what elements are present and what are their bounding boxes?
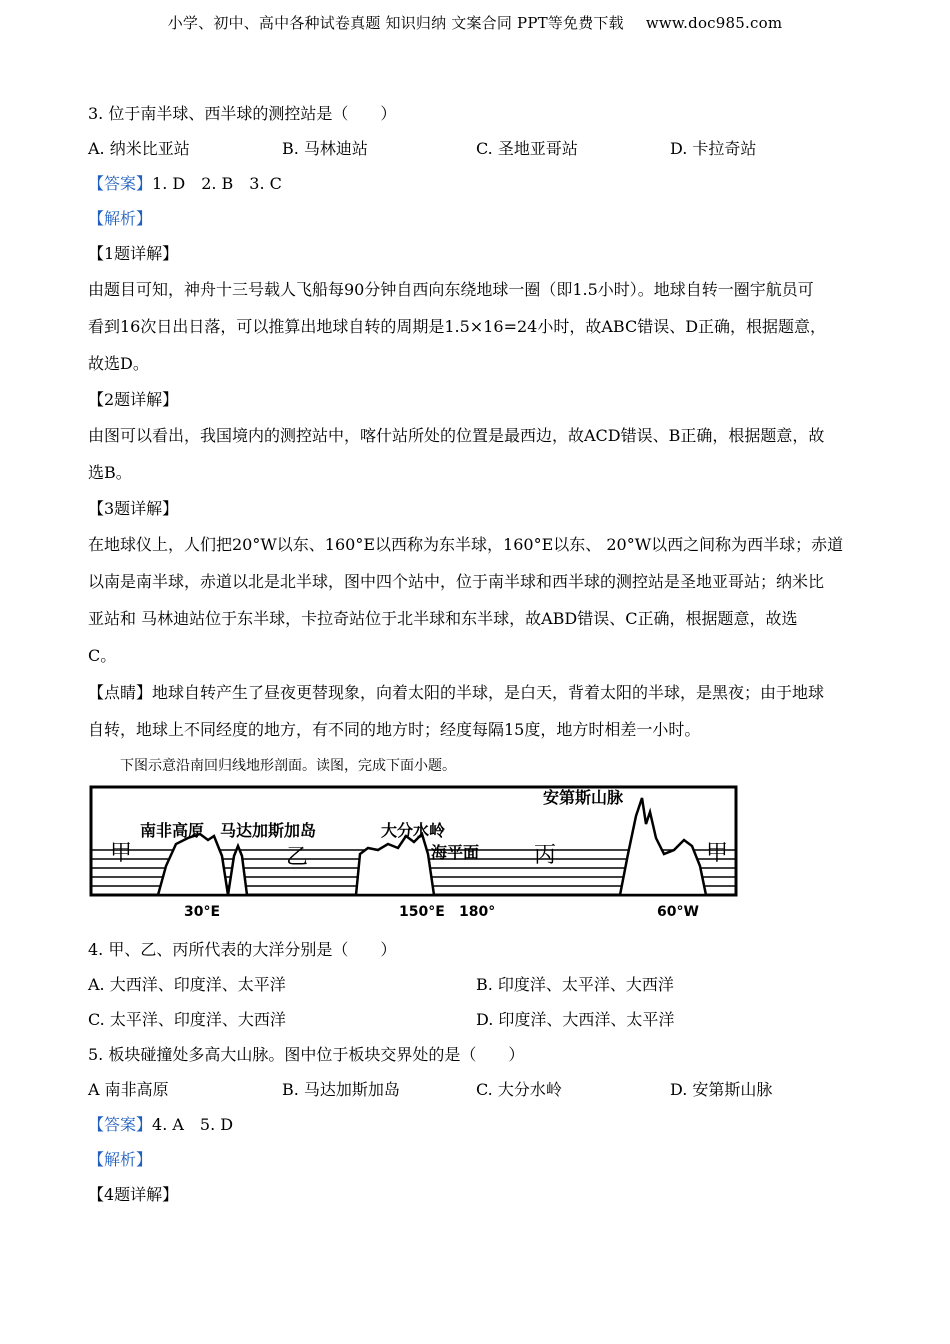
detail-2-title: 【2题详解】 [88, 390, 179, 409]
detail-3-title: 【3题详解】 [88, 499, 179, 518]
tip-line: 自转，地球上不同经度的地方，有不同的地方时；经度每隔15度，地方时相差一小时。 [88, 720, 701, 739]
q4-options-row-2 [88, 1002, 878, 1037]
label-ocean-jia-left: 甲 [110, 841, 133, 866]
detail-3-line: 亚站和 马林迪站位于东半球，卡拉奇站位于北半球和东半球，故ABD错误、C正确，根据题意，故选 [88, 609, 798, 628]
detail-3-text [88, 526, 878, 674]
q4-options-row-1 [88, 967, 878, 1002]
answer-tag: 【答案】 [88, 1115, 153, 1134]
detail-1-title: 【1题详解】 [88, 244, 179, 263]
q3-option-b: B. 马林迪站 [282, 139, 368, 158]
answer-4-5 [88, 1107, 878, 1142]
answer-text: 1. D 2. B 3. C [152, 174, 282, 193]
document-body [88, 96, 878, 1212]
analysis-tag: 【解析】 [88, 1150, 153, 1169]
q3-option-c: C. 圣地亚哥站 [476, 139, 578, 158]
header-text: 小学、初中、高中各种试卷真题 知识归纳 文案合同 PPT等免费下载 [167, 14, 624, 32]
tick-180: 180° [459, 904, 496, 920]
q3-option-d: D. 卡拉奇站 [670, 139, 757, 158]
tick-150e: 150°E [399, 904, 445, 920]
q5-option-c: C. 大分水岭 [476, 1080, 562, 1099]
terrain-profile-figure [88, 784, 748, 929]
q5-options [88, 1072, 878, 1107]
detail-3-line: 以南是南半球，赤道以北是北半球，图中四个站中，位于南半球和西半球的测控站是圣地亚哥站；纳米比 [88, 572, 825, 591]
detail-1-text [88, 271, 878, 382]
detail-3-line: C。 [88, 646, 117, 665]
q3-question: 3. 位于南半球、西半球的测控站是（ ） [88, 104, 397, 123]
detail-2-line: 由图可以看出，我国境内的测控站中，喀什站所处的位置是最西边，故ACD错误、B正确，根据题意，故 [88, 426, 825, 445]
detail-1-line: 看到16次日出日落，可以推算出地球自转的周期是1.5×16=24小时，故ABC错误、D正确，根据题意， [88, 317, 827, 336]
q3-options [88, 131, 878, 166]
q5-option-a: A 南非高原 [88, 1080, 169, 1099]
tip-line: 【点睛】地球自转产生了昼夜更替现象，向着太阳的半球，是白天，背着太阳的半球，是黑夜；由于地球 [88, 683, 825, 702]
figure-intro: 下图示意沿南回归线地形剖面。读图，完成下面小题。 [120, 758, 456, 774]
q4-option-d: D. 印度洋、大西洋、太平洋 [476, 1010, 675, 1029]
tip-text [88, 674, 878, 748]
q5-question: 5. 板块碰撞处多高大山脉。图中位于板块交界处的是（ ） [88, 1045, 525, 1064]
header-site: www.doc985.com [645, 14, 783, 32]
q4-option-a: A. 大西洋、印度洋、太平洋 [88, 975, 286, 994]
label-andes: 安第斯山脉 [543, 788, 624, 807]
label-ocean-bing: 丙 [534, 843, 557, 868]
detail-2-line: 选B。 [88, 463, 132, 482]
tick-60w: 60°W [657, 904, 699, 920]
q4-question: 4. 甲、乙、丙所代表的大洋分别是（ ） [88, 940, 397, 959]
label-south-africa-plateau: 南非高原 [140, 821, 205, 840]
detail-4-title: 【4题详解】 [88, 1185, 179, 1204]
page-header [0, 12, 950, 33]
detail-1-line: 由题目可知，神舟十三号载人飞船每90分钟自西向东绕地球一圈（即1.5小时）。地球自转一圈宇航员可 [88, 280, 814, 299]
q4-option-b: B. 印度洋、太平洋、大西洋 [476, 975, 674, 994]
label-ocean-yi: 乙 [286, 845, 309, 870]
detail-3-line: 在地球仪上，人们把20°W以东、160°E以西称为东半球，160°E以东、 20°W以西之间称为西半球；赤道 [88, 535, 844, 554]
q5-option-d: D. 安第斯山脉 [670, 1080, 773, 1099]
q4-option-c: C. 太平洋、印度洋、大西洋 [88, 1010, 286, 1029]
tick-30e: 30°E [184, 904, 221, 920]
label-madagascar: 马达加斯加岛 [220, 821, 317, 840]
answer-tag: 【答案】 [88, 174, 153, 193]
q3-option-a: A. 纳米比亚站 [88, 139, 190, 158]
answer-text: 4. A 5. D [152, 1115, 234, 1134]
label-ocean-jia-right: 甲 [706, 841, 729, 866]
detail-1-line: 故选D。 [88, 354, 149, 373]
label-sea-level: 海平面 [431, 843, 480, 862]
label-great-dividing-range: 大分水岭 [381, 821, 446, 840]
detail-2-text [88, 417, 878, 491]
q5-option-b: B. 马达加斯加岛 [282, 1080, 400, 1099]
analysis-tag: 【解析】 [88, 209, 153, 228]
answer-1-3 [88, 166, 878, 201]
